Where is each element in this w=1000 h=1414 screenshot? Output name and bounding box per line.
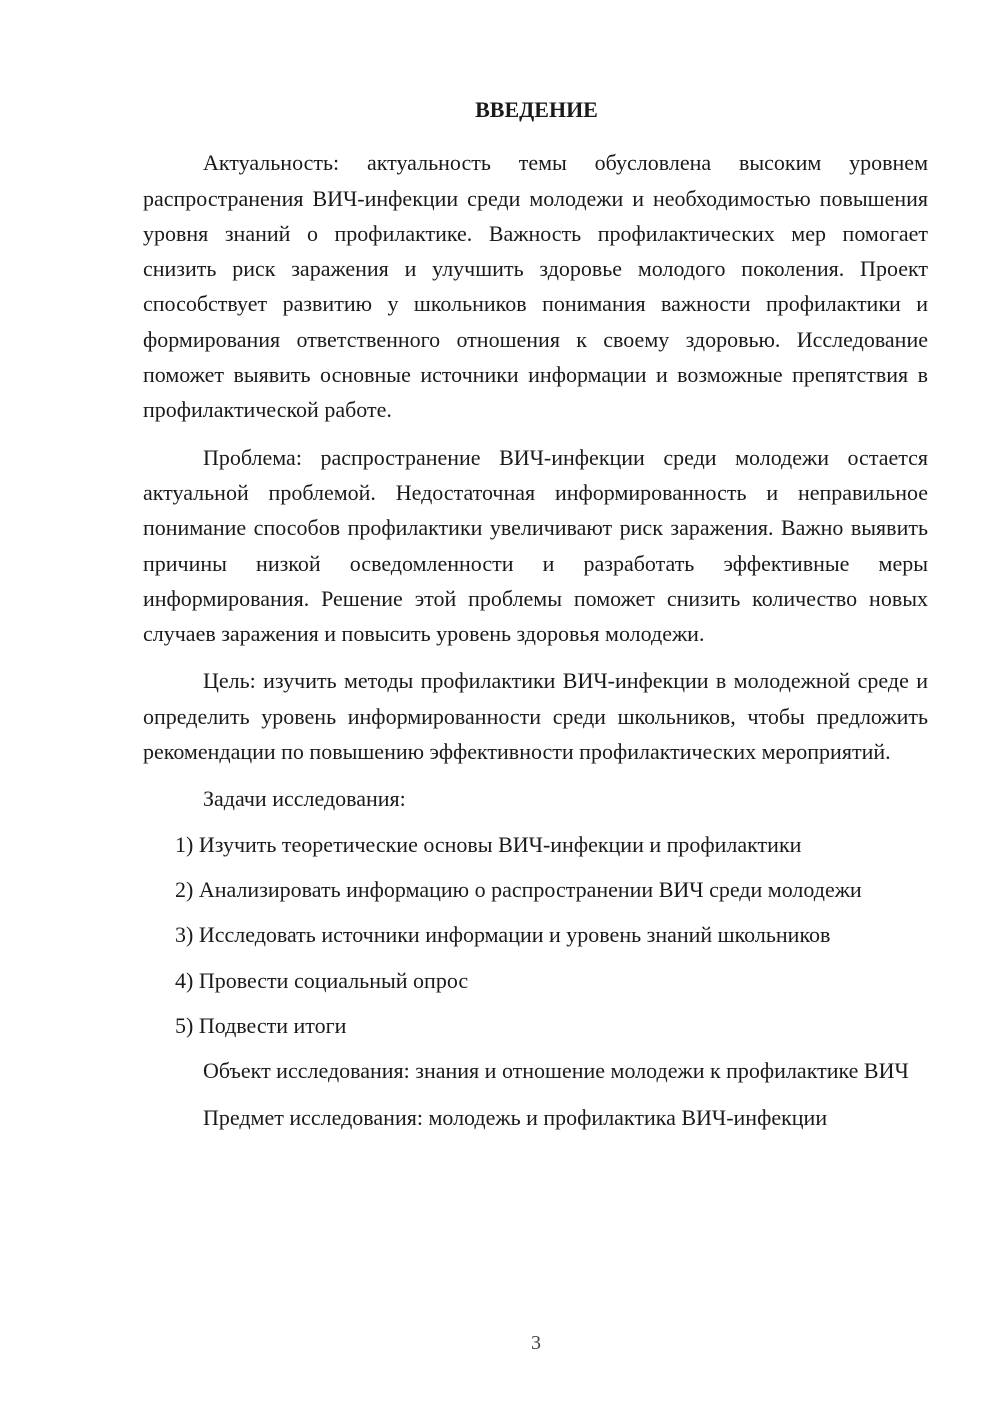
page-title: ВВЕДЕНИЕ	[475, 97, 598, 122]
paragraph-goal: Цель: изучить методы профилактики ВИЧ-инфекции в молодежной среде и определить уровень информированности среди школьников, чтобы предложить рекомендации по повышению эффективности профилактических мероприятий.	[143, 668, 928, 765]
page-number: 3	[531, 1332, 541, 1354]
document-page	[143, 92, 928, 1148]
tasks-heading: Задачи исследования:	[203, 786, 406, 812]
task-item-4: 4) Провести социальный опрос	[175, 967, 469, 993]
task-item-3: 3) Исследовать источники информации и уровень знаний школьников	[175, 922, 831, 948]
paragraph-problem: Проблема: распространение ВИЧ-инфекции среди молодежи остается актуальной проблемой. Недостаточная информированность и неправильное понимание способов профилактики увеличивают риск заражения. Важно выявить причины низкой осведомленности и разработать эффективные меры информирования. Решение этой проблемы поможет снизить количество новых случаев заражения и повысить уровень здоровья молодежи.	[143, 444, 928, 647]
paragraph-relevance: Актуальность: актуальность темы обусловлена высоким уровнем распространения ВИЧ-инфекции среди молодежи и необходимостью повышения уровня знаний о профилактике. Важность профилактических мер помогает снизить риск заражения и улучшить здоровье молодого поколения. Проект способствует развитию у школьников понимания важности профилактики и формирования ответственного отношения к своему здоровью. Исследование поможет выявить основные источники информации и возможные препятствия в профилактической работе.	[143, 150, 928, 423]
task-item-2: 2) Анализировать информацию о распространении ВИЧ среди молодежи	[175, 876, 862, 902]
task-item-5: 5) Подвести итоги	[175, 1012, 347, 1038]
research-object: Объект исследования: знания и отношение молодежи к профилактике ВИЧ	[203, 1058, 909, 1084]
task-item-1: 1) Изучить теоретические основы ВИЧ-инфекции и профилактики	[175, 831, 802, 857]
research-subject: Предмет исследования: молодежь и профилактика ВИЧ-инфекции	[203, 1105, 828, 1131]
